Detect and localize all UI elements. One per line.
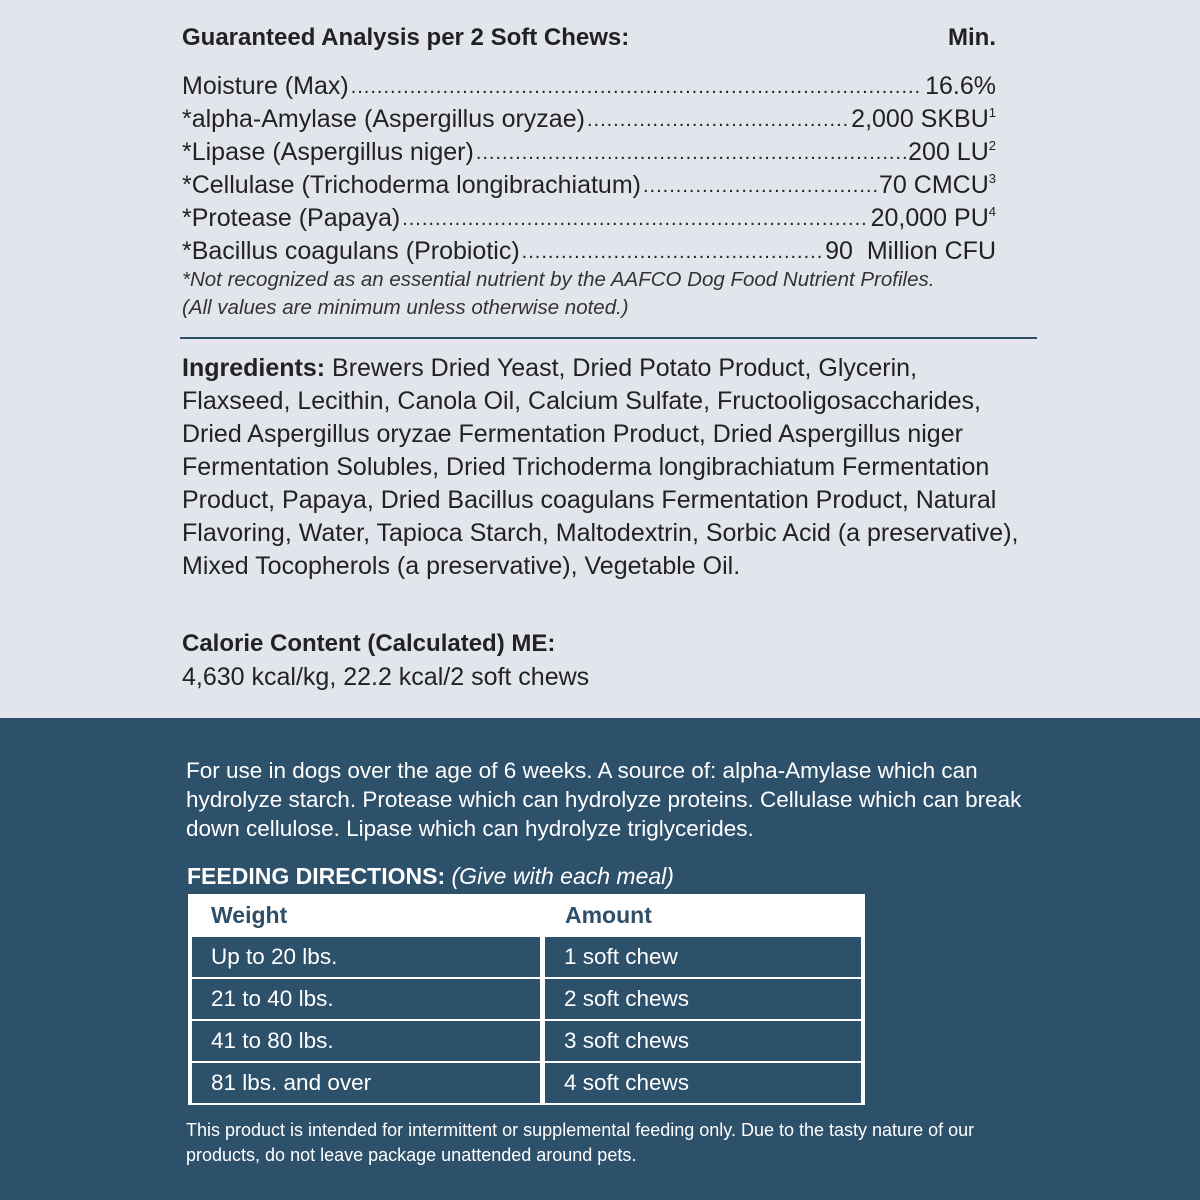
analysis-row — [182, 202, 996, 235]
footnote-marker: 1 — [988, 105, 996, 120]
disclaimer-text: This product is intended for intermittent or supplemental feeding only. Due to the tasty nature of our products, do not leave package unattended around pets. — [186, 1120, 975, 1165]
table-row — [192, 937, 861, 977]
dot-leader — [402, 202, 868, 235]
table-header — [192, 894, 861, 937]
analysis-footnote — [182, 266, 934, 322]
analysis-row — [182, 103, 996, 136]
analysis-row — [182, 136, 996, 169]
analysis-column-label: Min. — [948, 24, 996, 51]
header-weight: Weight — [211, 902, 288, 928]
nutrient-name: *alpha-Amylase (Aspergillus oryzae) — [182, 105, 585, 133]
analysis-title: Guaranteed Analysis per 2 Soft Chews: — [182, 24, 630, 51]
analysis-row — [182, 70, 996, 103]
analysis-header — [182, 24, 996, 52]
footnote-marker: 4 — [988, 204, 996, 219]
analysis-row — [182, 169, 996, 202]
dot-leader — [643, 169, 877, 202]
footnote-marker: 3 — [988, 171, 996, 186]
feeding-title-label: FEEDING DIRECTIONS: — [187, 863, 446, 889]
cell-amount: 1 soft chew — [545, 937, 861, 977]
feeding-subtitle: (Give with each meal) — [445, 863, 674, 889]
analysis-list — [182, 70, 996, 268]
table-row — [192, 1063, 861, 1103]
ingredients-text: Brewers Dried Yeast, Dried Potato Product, Glycerin, Flaxseed, Lecithin, Canola Oil, Calcium Sulfate, Fructooligosaccharides, Dried Aspergillus oryzae Fermentation Product, Dried Aspergillus niger Fermentation Solubles, Dried Trichoderma longibrachiatum Fermentation Product, Papaya, Dried Bacillus coagulans Fermentation Product, Natural Flavoring, Water, Tapioca Starch, Maltodextrin, Sorbic Acid (a preservative), Mixed Tocopherols (a preservative), Vegetable Oil. — [182, 354, 1019, 580]
calorie-title: Calorie Content (Calculated) ME: — [182, 630, 556, 657]
nutrient-value: 200 LU — [908, 138, 989, 166]
feeding-table — [188, 894, 865, 1105]
cell-weight: 81 lbs. and over — [192, 1063, 540, 1103]
analysis-row — [182, 235, 996, 268]
nutrient-name: *Cellulase (Trichoderma longibrachiatum) — [182, 171, 641, 199]
nutrient-name: *Bacillus coagulans (Probiotic) — [182, 237, 520, 265]
ingredients-block — [182, 352, 1022, 583]
table-row — [192, 979, 861, 1019]
nutrient-value: 90 Million CFU — [825, 237, 996, 265]
nutrient-value: 70 CMCU — [879, 171, 989, 199]
dot-leader — [351, 70, 923, 103]
footnote-minimum: (All values are minimum unless otherwise noted.) — [182, 296, 629, 319]
nutrient-name: Moisture (Max) — [182, 72, 349, 100]
header-amount: Amount — [565, 902, 652, 928]
cell-weight: Up to 20 lbs. — [192, 937, 540, 977]
feeding-title — [187, 863, 674, 890]
nutrient-name: *Protease (Papaya) — [182, 204, 401, 232]
table-row — [192, 1021, 861, 1061]
ingredients-label: Ingredients: — [182, 354, 326, 382]
dot-leader — [476, 136, 906, 169]
usage-text: For use in dogs over the age of 6 weeks. A source of: alpha-Amylase which can hydrolyze starch. Protease which can hydrolyze proteins. Cellulase which can break down cellulose. Lipase which can hydrolyze triglycerides. — [186, 758, 1022, 841]
nutrient-name: *Lipase (Aspergillus niger) — [182, 138, 474, 166]
cell-weight: 21 to 40 lbs. — [192, 979, 540, 1019]
nutrient-value: 2,000 SKBU — [851, 105, 989, 133]
dot-leader — [522, 235, 823, 268]
footnote-marker: 2 — [988, 138, 996, 153]
dot-leader — [587, 103, 849, 136]
calorie-value: 4,630 kcal/kg, 22.2 kcal/2 soft chews — [182, 663, 590, 691]
cell-amount: 4 soft chews — [545, 1063, 861, 1103]
cell-weight: 41 to 80 lbs. — [192, 1021, 540, 1061]
section-divider — [180, 337, 1037, 339]
nutrient-value: 20,000 PU — [870, 204, 989, 232]
directions-panel — [0, 718, 1200, 1200]
footnote-aafco: *Not recognized as an essential nutrient by the AAFCO Dog Food Nutrient Profiles. — [182, 268, 935, 291]
nutrient-value: 16.6% — [925, 72, 996, 100]
cell-amount: 3 soft chews — [545, 1021, 861, 1061]
cell-amount: 2 soft chews — [545, 979, 861, 1019]
